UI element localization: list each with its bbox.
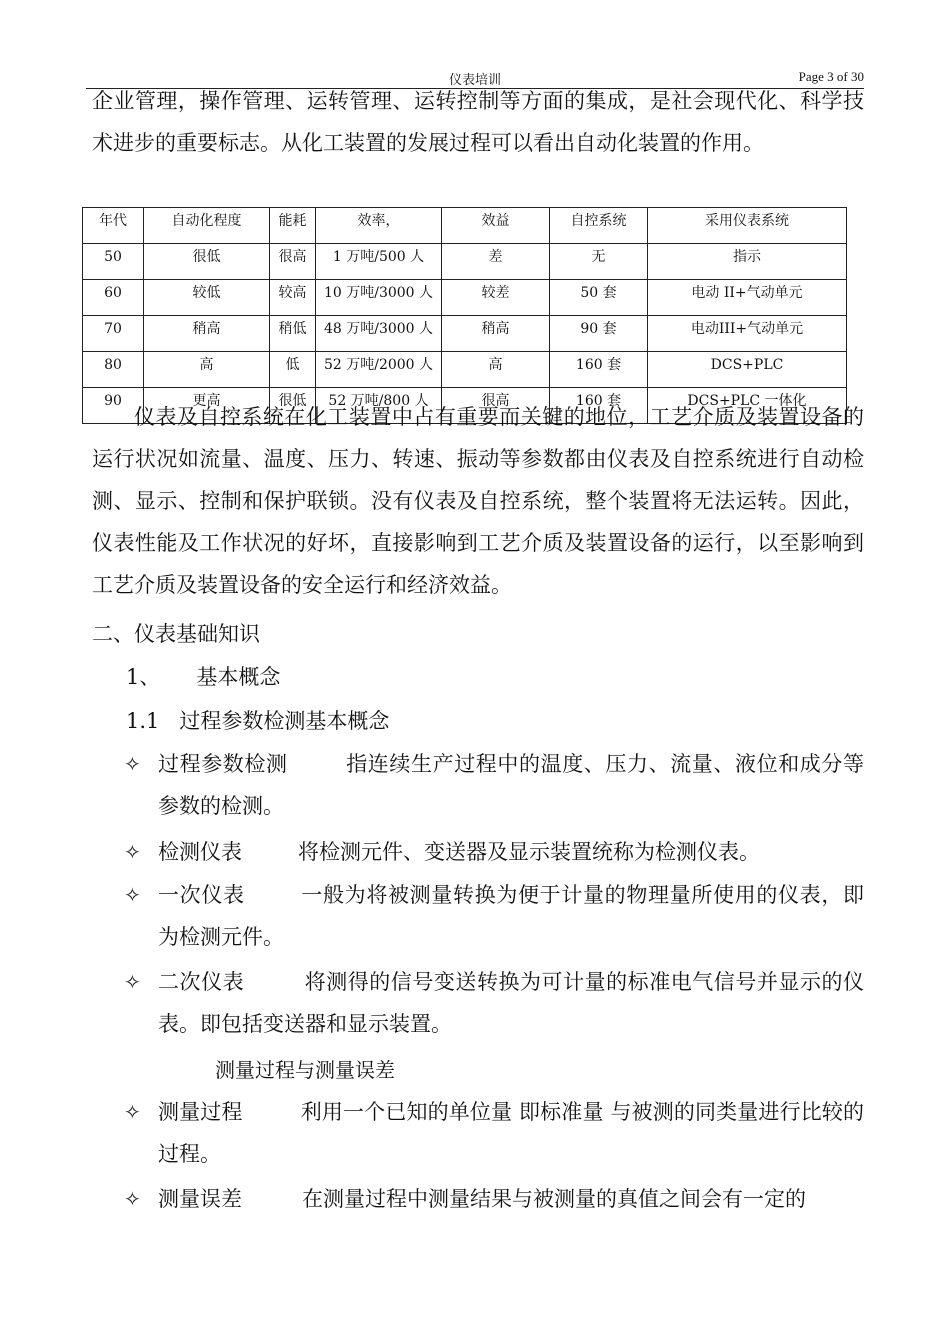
table-header-cell: 年代 <box>83 208 144 244</box>
table-cell: 90 套 <box>550 316 648 352</box>
definition-term: 测量过程 <box>158 1100 243 1124</box>
table-cell: 更高 <box>144 388 270 424</box>
subsection-number: 1、 <box>126 665 161 689</box>
definition-term: 过程参数检测 <box>158 752 288 776</box>
table-row <box>83 244 847 280</box>
table-cell: 稍低 <box>270 316 316 352</box>
table-cell: 52 万吨/800 人 <box>316 388 442 424</box>
subsection-title: 基本概念 <box>196 665 281 689</box>
table-cell: 很低 <box>144 244 270 280</box>
table-cell: 较差 <box>442 280 550 316</box>
table-cell: 很低 <box>270 388 316 424</box>
table-cell: DCS+PLC 一体化 <box>648 388 847 424</box>
table-cell: 48 万吨/3000 人 <box>316 316 442 352</box>
table-cell: 稍高 <box>442 316 550 352</box>
table-header-row <box>83 208 847 244</box>
table-cell: 90 <box>83 388 144 424</box>
table-cell: 1 万吨/500 人 <box>316 244 442 280</box>
definition-term: 二次仪表 <box>158 970 245 994</box>
definition-item <box>92 1178 864 1220</box>
section-heading: 二、仪表基础知识 <box>92 622 260 646</box>
diamond-bullet-icon: ✧ <box>124 1187 141 1211</box>
diamond-bullet-icon: ✧ <box>124 840 141 864</box>
table-cell: 60 <box>83 280 144 316</box>
table-cell: 较高 <box>270 280 316 316</box>
table-row <box>83 352 847 388</box>
diamond-bullet-icon: ✧ <box>124 1100 141 1124</box>
definition-term: 测量误差 <box>158 1187 242 1211</box>
body-paragraph: 仪表及自控系统在化工装置中占有重要而关键的地位，工艺介质及装置设备的运行状况如流量、温度、压力、转速、振动等参数都由仪表及自控系统进行自动检测、显示、控制和保护联锁。没有仪表及自控系统，整个装置将无法运转。因此，仪表性能及工作状况的好坏，直接影响到工艺介质及装置设备的运行，以至影响到工艺介质及装置设备的安全运行和经济效益。 <box>92 405 864 597</box>
table-cell: 50 <box>83 244 144 280</box>
table-header-cell: 自控系统 <box>550 208 648 244</box>
definition-item <box>92 743 864 827</box>
table-cell: 很高 <box>442 388 550 424</box>
definition-text: 在测量过程中测量结果与被测量的真值之间会有一定的 <box>302 1187 806 1211</box>
definition-item <box>92 831 864 873</box>
table-cell: 高 <box>442 352 550 388</box>
subsubsection-heading <box>126 700 389 742</box>
definition-item <box>92 961 864 1045</box>
definition-text: 利用一个已知的单位量 即标准量 与被测的同类量进行比较的过程。 <box>158 1100 865 1166</box>
intro-paragraph: 企业管理，操作管理、运转管理、运转控制等方面的集成，是社会现代化、科学技术进步的重要标志。从化工装置的发展过程可以看出自动化装置的作用。 <box>92 89 864 155</box>
table-cell: 指示 <box>648 244 847 280</box>
table-cell: 52 万吨/2000 人 <box>316 352 442 388</box>
table-cell: 50 套 <box>550 280 648 316</box>
definition-term: 检测仪表 <box>158 840 242 864</box>
subsubsection-title: 过程参数检测基本概念 <box>179 709 390 733</box>
automation-history-table <box>82 207 847 424</box>
table-cell: 差 <box>442 244 550 280</box>
table-cell: 稍高 <box>144 316 270 352</box>
table-cell: 很高 <box>270 244 316 280</box>
table-row <box>83 280 847 316</box>
subsection-heading <box>126 656 280 698</box>
definition-term: 一次仪表 <box>158 883 245 907</box>
diamond-bullet-icon: ✧ <box>124 752 141 776</box>
table-cell: 160 套 <box>550 388 648 424</box>
table-cell: 低 <box>270 352 316 388</box>
table-cell: DCS+PLC <box>648 352 847 388</box>
table-cell: 10 万吨/3000 人 <box>316 280 442 316</box>
header-title: 仪表培训 <box>448 73 501 88</box>
table-header-cell: 效率， <box>316 208 442 244</box>
table-cell: 160 套 <box>550 352 648 388</box>
definition-item <box>92 874 864 958</box>
diamond-bullet-icon: ✧ <box>124 883 141 907</box>
subsubsection-number: 1.1 <box>126 709 160 733</box>
definition-text: 将测得的信号变送转换为可计量的标准电气信号并显示的仪表。即包括变送器和显示装置。 <box>158 970 865 1036</box>
table-header-cell: 采用仪表系统 <box>648 208 847 244</box>
page-number: Page 3 of 30 <box>798 69 864 84</box>
table-cell: 无 <box>550 244 648 280</box>
table-row <box>83 316 847 352</box>
definition-text: 将检测元件、变送器及显示装置统称为检测仪表。 <box>298 840 760 864</box>
definition-text: 指连续生产过程中的温度、压力、流量、液位和成分等参数的检测。 <box>158 752 865 818</box>
table-cell: 80 <box>83 352 144 388</box>
table-cell: 电动 II+气动单元 <box>648 280 847 316</box>
definition-item <box>92 1091 864 1175</box>
definition-text: 一般为将被测量转换为便于计量的物理量所使用的仪表，即为检测元件。 <box>158 883 865 949</box>
table-header-cell: 能耗 <box>270 208 316 244</box>
table-cell: 70 <box>83 316 144 352</box>
table-header-cell: 自动化程度 <box>144 208 270 244</box>
table-header-cell: 效益 <box>442 208 550 244</box>
subsection-heading: 测量过程与测量误差 <box>215 1058 395 1082</box>
table-cell: 较低 <box>144 280 270 316</box>
table-cell: 高 <box>144 352 270 388</box>
diamond-bullet-icon: ✧ <box>124 970 141 994</box>
table-cell: 电动III+气动单元 <box>648 316 847 352</box>
